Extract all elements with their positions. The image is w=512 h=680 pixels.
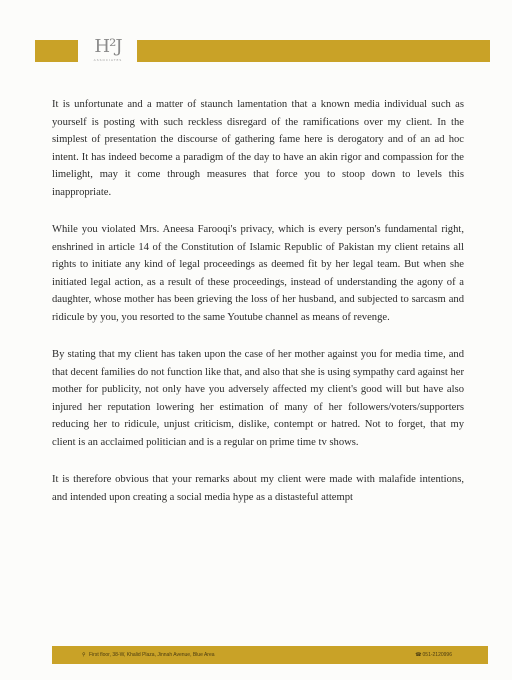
header-bar-right [137, 40, 490, 62]
footer-phone-text: 051-2120996 [422, 652, 452, 658]
paragraph-1: It is unfortunate and a matter of staunch lamentation that a known media individual such as yourself is posting with such reckless disregard of the ramifications over my client. In the simplest of presentation the discourse of gathering fame here is derogatory and of an ad hoc intent. It has indeed become a paradigm of the day to have an akin rigor and compassion for the limelight, may it come through measures that force you to stoop down to levels this inappropriate. [52, 99, 464, 198]
header-bar-left [35, 40, 78, 62]
firm-logo [80, 36, 136, 66]
footer-bar [52, 646, 488, 664]
paragraph-3: By stating that my client has taken upon the case of her mother against you for media time, and that decent families do not function like that, and also that she is using sympathy card against her mother for publicity, not only have you adversely affected my client's good will but have also injured her reputation lowering her estimation of many of her followers/voters/supporters reducing her to ridicule, unjust criticism, dislike, contempt or hatred. Not to forget, that my client is an acclaimed politician and is a regular on prime time tv shows. [52, 349, 464, 448]
location-pin-icon: ⚲ [82, 652, 86, 658]
footer-phone [415, 652, 452, 658]
logo-subtext: ASSOCIATES [93, 58, 123, 62]
paragraph-4: It is therefore obvious that your remarks about my client were made with malafide intentions, and intended upon creating a social media hype as a distasteful attempt [52, 474, 464, 503]
footer-address-text: First floor, 38-W, Khalid Plaza, Jinnah Avenue, Blue Area [89, 652, 215, 658]
footer-address [82, 652, 215, 658]
logo-text: H²J [94, 36, 122, 57]
phone-icon: ☎ [415, 652, 422, 658]
paragraph-2: While you violated Mrs. Aneesa Farooqi's privacy, which is every person's fundamental right, enshrined in article 14 of the Constitution of Islamic Republic of Pakistan my client retains all rights to initiate any kind of legal proceedings as deemed fit by her legal team. But when she initiated legal action, as a result of these proceedings, instead of understanding the agony of a daughter, whose mother has been grieving the loss of her husband, and subjected to sarcasm and ridicule by you, you resorted to the same Youtube channel as means of revenge. [52, 224, 464, 323]
letter-body [52, 96, 464, 526]
